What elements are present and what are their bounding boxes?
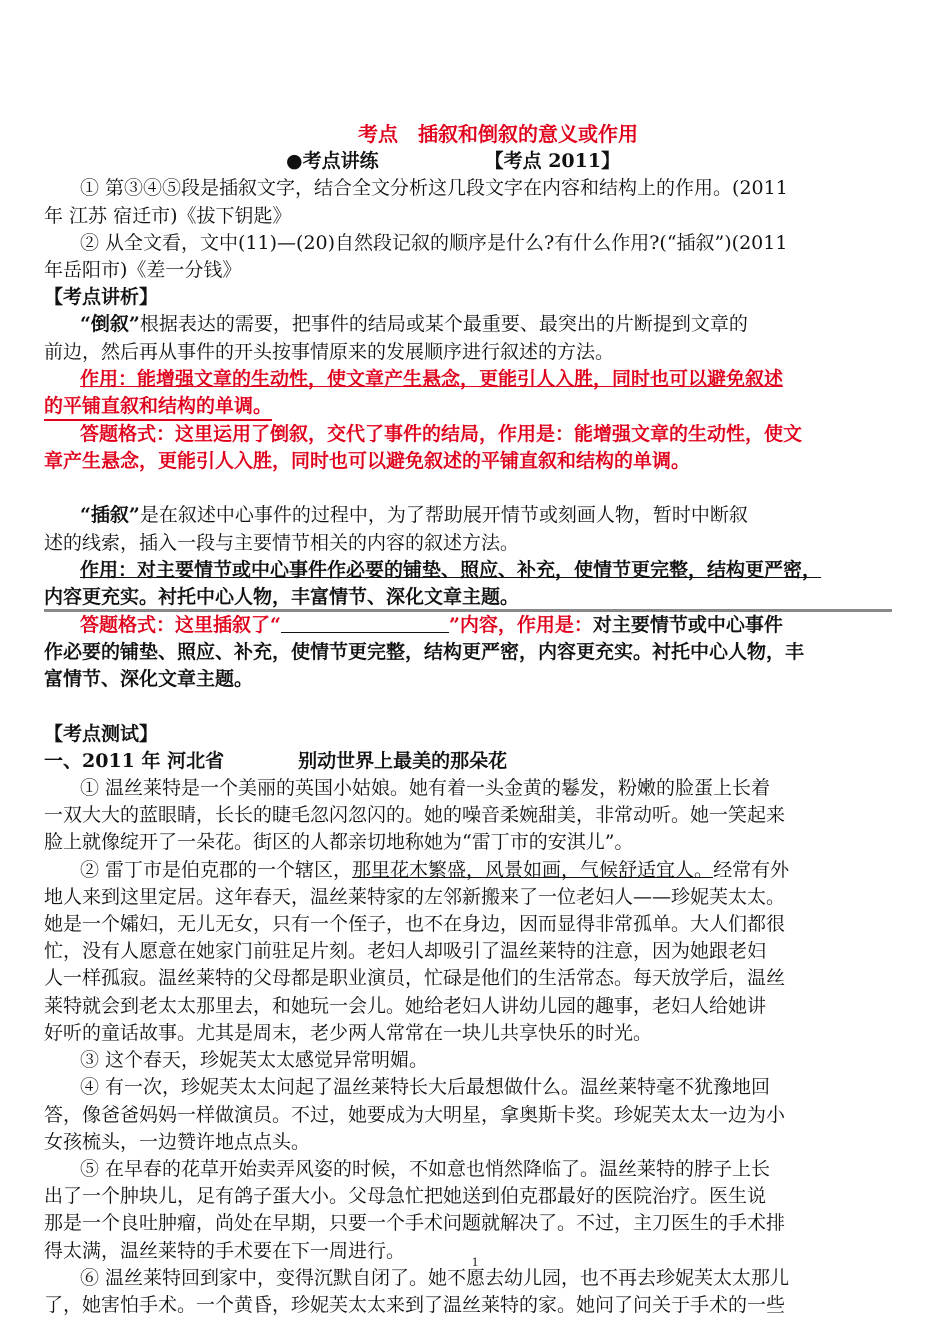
test-item-prefix: 一、2011 年 河北省 bbox=[44, 749, 225, 772]
insert-definition-line-2: 述的线索，插入一段与主要情节相关的内容的叙述方法。 bbox=[44, 531, 520, 554]
paragraph-line: 莱特就会到老太太那里去，和她玩一会儿。她给老妇人讲幼儿园的趣事，老妇人给她讲 bbox=[44, 994, 767, 1017]
insert-format-text-1: 对主要情节或中心事件 bbox=[592, 614, 783, 637]
paragraph-line: 了，她害怕手术。一个黄昏，珍妮芙太太来到了温丝莱特的家。她问了问关于手术的一些 bbox=[44, 1293, 786, 1316]
insert-format-line-3: 富情节、深化文章主题。 bbox=[44, 668, 254, 691]
paragraph-2-underlined: 那里花木繁盛，风景如画，气候舒适宜人。 bbox=[352, 858, 714, 881]
question-1-line-2: 年 江苏 宿迁市)《拔下钥匙》 bbox=[44, 204, 292, 227]
flashback-definition-line-1 bbox=[44, 311, 892, 338]
insert-format-label: 答题格式：这里插叙了“ bbox=[80, 614, 281, 637]
insert-effect-text-1: 作用：对主要情节或中心事件作必要的铺垫、照应、补充，使情节更完整，结构更严密， bbox=[80, 558, 822, 581]
flashback-format-text-1: 这里运用了倒叙，交代了事件的结局，作用是：能增强文章的生动性，使文 bbox=[175, 423, 803, 446]
page-title: 考点 插叙和倒叙的意义或作用 bbox=[358, 122, 638, 146]
paragraph-3: ③ 这个春天，珍妮芙太太感觉异常明媚。 bbox=[80, 1049, 429, 1072]
paragraph-line: 一双大大的蓝眼睛，长长的睫毛忽闪忽闪的。她的噪音柔婉甜美，非常动听。她一笑起来 bbox=[44, 804, 786, 827]
paragraph-line: 她是一个孀妇，无儿无女，只有一个侄子，也不在身边，因而显得非常孤单。大人们都很 bbox=[44, 913, 786, 936]
paragraph-line: 人一样孤寂。温丝莱特的父母都是职业演员，忙碌是他们的生活常态。每天放学后，温丝 bbox=[44, 967, 786, 990]
paragraph-line: 地人来到这里定居。这年春天，温丝莱特家的左邻新搬来了一位老妇人——珍妮芙太太。 bbox=[44, 885, 786, 908]
paragraph-line: ⑤ 在早春的花草开始卖弄风姿的时候，不如意也悄然降临了。温丝莱特的脖子上长 bbox=[80, 1157, 771, 1180]
spacer bbox=[44, 475, 892, 502]
flashback-term: “倒叙” bbox=[80, 313, 140, 336]
paragraph-line: 那是一个良吐肿瘤，尚处在早期，只要一个手术问题就解决了。不过，主刀医生的手术排 bbox=[44, 1212, 786, 1235]
paragraph-line: 好听的童话故事。尤其是周末，老少两人常常在一块儿共享快乐的时光。 bbox=[44, 1021, 653, 1044]
insert-term: “插叙” bbox=[80, 504, 140, 527]
spacer bbox=[44, 694, 892, 721]
flashback-effect-line-1 bbox=[44, 366, 892, 393]
insert-format-mid: ”内容，作用是： bbox=[448, 614, 593, 637]
insert-format-line-1 bbox=[44, 612, 892, 639]
paragraph-2-text-a: ② 雷丁市是伯克郡的一个辖区， bbox=[80, 858, 353, 881]
flashback-format-line-2: 章产生悬念，更能引人入胜，同时也可以避免叙述的平铺直叙和结构的单调。 bbox=[44, 450, 691, 473]
paragraph-line: ⑥ 温丝莱特回到家中，变得沉默自闭了。她不愿去幼儿园，也不再去珍妮芙太太那儿 bbox=[80, 1266, 790, 1289]
paragraph-line: 脸上就像绽开了一朵花。街区的人都亲切地称她为“雷丁市的安淇儿”。 bbox=[44, 831, 634, 854]
paragraph-2-text-b: 经常有外 bbox=[713, 858, 790, 881]
question-1-line-1: ① 第③④⑤段是插叙文字，结合全文分析这几段文字在内容和结构上的作用。(2011 bbox=[80, 177, 788, 200]
insert-definition-line-1 bbox=[44, 502, 892, 529]
insert-effect-line-2 bbox=[44, 584, 892, 612]
test-item-title: 别动世界上最美的那朵花 bbox=[298, 749, 508, 772]
question-2-line-1: ② 从全文看，文中(11)—(20)自然段记叙的顺序是什么?有什么作用?(“插叙”)(2011 bbox=[80, 231, 788, 254]
flashback-effect-text-2: 的平铺直叙和结构的单调。 bbox=[44, 394, 272, 421]
insert-effect-text-2: 内容更充实。衬托中心人物，丰富情节、深化文章主题。 bbox=[44, 585, 892, 612]
test-heading: 【考点测试】 bbox=[44, 722, 159, 745]
paragraph-line: ④ 有一次，珍妮芙太太问起了温丝莱特长大后最想做什么。温丝莱特毫不犹豫地回 bbox=[80, 1076, 771, 1099]
paragraph-line: 女孩梳头，一边赞许地点点头。 bbox=[44, 1130, 311, 1153]
insert-effect-line-1 bbox=[44, 557, 892, 584]
flashback-format-line-1 bbox=[44, 421, 892, 448]
question-2-line-2: 年岳阳市)《差一分钱》 bbox=[44, 259, 242, 282]
paragraph-2-line-1 bbox=[44, 857, 892, 884]
document-body bbox=[44, 121, 892, 1319]
paragraph-line: 忙，没有人愿意在她家门前驻足片刻。老妇人却吸引了温丝莱特的注意，因为她跟老妇 bbox=[44, 940, 767, 963]
training-tag: 【考点 2011】 bbox=[484, 150, 621, 173]
paragraph-line: ① 温丝莱特是一个美丽的英国小姑娘。她有着一头金黄的鬈发，粉嫩的脸蛋上长着 bbox=[80, 777, 771, 800]
insert-definition-text: 是在叙述中心事件的过程中，为了帮助展开情节或刻画人物，暂时中断叙 bbox=[139, 504, 748, 527]
paragraph-line: 得太满，温丝莱特的手术要在下一周进行。 bbox=[44, 1239, 406, 1262]
paragraph-line: 答，像爸爸妈妈一样做演员。不过，她要成为大明星，拿奥斯卡奖。珍妮芙太太一边为小 bbox=[44, 1103, 786, 1126]
flashback-definition-text: 根据表达的需要，把事件的结局或某个最重要、最突出的片断提到文章的 bbox=[139, 313, 748, 336]
page-number: 1 bbox=[471, 1254, 479, 1269]
insert-format-line-2: 作必要的铺垫、照应、补充，使情节更完整，结构更严密，内容更充实。衬托中心人物，丰 bbox=[44, 641, 805, 664]
answer-blank bbox=[281, 614, 449, 633]
training-heading-line bbox=[44, 148, 892, 175]
training-heading: ●考点讲练 bbox=[286, 150, 379, 173]
flashback-effect-text-1: 作用：能增强文章的生动性，使文章产生悬念，更能引人入胜，同时也可以避免叙述 bbox=[80, 367, 784, 390]
flashback-format-label: 答题格式： bbox=[80, 423, 176, 446]
analysis-heading: 【考点讲析】 bbox=[44, 286, 159, 309]
flashback-definition-line-2: 前边，然后再从事件的开头按事情原来的发展顺序进行叙述的方法。 bbox=[44, 340, 615, 363]
test-item-heading bbox=[44, 748, 892, 775]
paragraph-line: 出了一个肿块儿，足有鸽子蛋大小。父母急忙把她送到伯克郡最好的医院治疗。医生说 bbox=[44, 1185, 767, 1208]
flashback-effect-line-2 bbox=[44, 393, 892, 421]
